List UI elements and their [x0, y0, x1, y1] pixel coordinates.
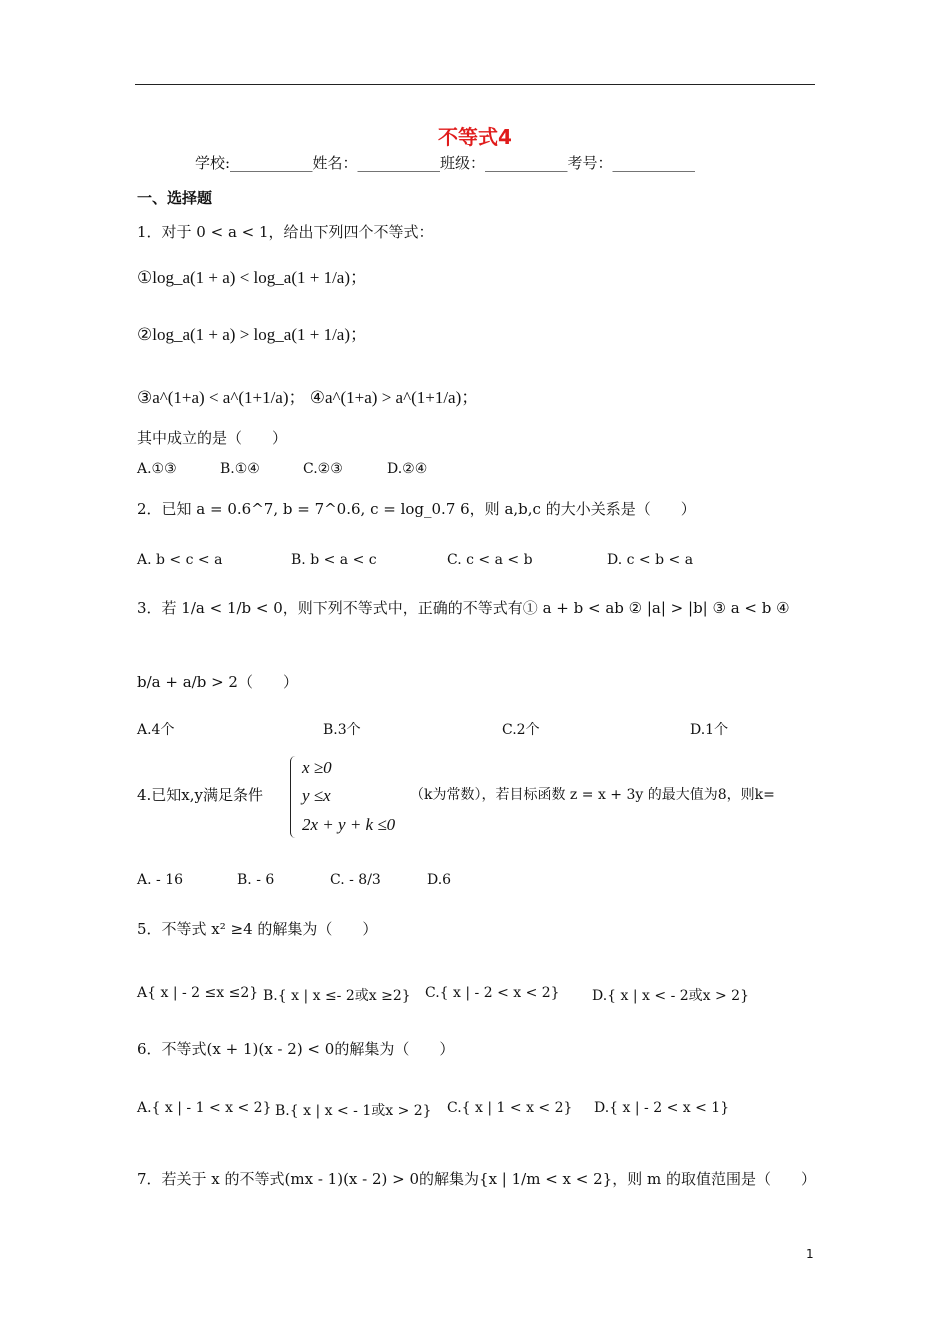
question-7-stem: 7．若关于 x 的不等式(mx - 1)(x - 2) > 0的解集为{x | 1/m < x < 2}，则 m 的取值范围是（ ）: [137, 1170, 816, 1188]
question-1-option-a: A.①③: [137, 461, 177, 477]
question-6-stem: 6．不等式(x + 1)(x - 2) < 0的解集为（ ）: [137, 1040, 455, 1058]
document-title: 不等式4: [438, 125, 512, 149]
question-3-stem-continued: b/a + a/b > 2（ ）: [137, 673, 298, 691]
system-condition-1: x ≥0: [302, 758, 332, 777]
question-4-option-b: B. - 6: [237, 872, 275, 888]
question-5-option-b: B.{ x | x ≤- 2或x ≥2}: [263, 988, 411, 1004]
question-3-option-d: D.1个: [690, 722, 729, 738]
question-1-note: 其中成立的是（ ）: [137, 429, 288, 447]
page-number: 1: [806, 1247, 814, 1261]
system-brace: [290, 756, 301, 838]
system-condition-3: 2x + y + k ≤0: [302, 815, 396, 834]
question-4-option-c: C. - 8/3: [330, 872, 381, 888]
question-1-option-c: C.②③: [303, 461, 343, 477]
question-4-option-d: D.6: [427, 872, 452, 888]
question-5-stem: 5．不等式 x² ≥4 的解集为（ ）: [137, 920, 378, 938]
question-1-items-3-4: ③a^(1+a) < a^(1+1/a)； ④a^(1+a) > a^(1+1/a)；: [137, 388, 479, 407]
question-3-option-b: B.3个: [323, 722, 361, 738]
question-1-option-b: B.①④: [220, 461, 260, 477]
system-condition-2: y ≤x: [302, 786, 331, 805]
question-1-item-2: ②log_a(1 + a) > log_a(1 + 1/a)；: [137, 325, 367, 344]
question-6-option-d: D.{ x | - 2 < x < 1}: [594, 1100, 730, 1116]
question-6-option-b: B.{ x | x < - 1或x > 2}: [275, 1103, 432, 1119]
section-heading: 一、选择题: [137, 189, 213, 207]
student-info-line: 学校:___________姓名：___________班级：___________考号：___________: [195, 154, 696, 172]
question-2-option-c: C. c < a < b: [447, 552, 533, 568]
question-5-option-c: C.{ x | - 2 < x < 2}: [425, 985, 560, 1001]
question-5-option-d: D.{ x | x < - 2或x > 2}: [592, 988, 750, 1004]
question-6-option-a: A.{ x | - 1 < x < 2}: [137, 1100, 272, 1116]
question-3-stem: 3．若 1/a < 1/b < 0，则下列不等式中，正确的不等式有① a + b < ab ② |a| > |b| ③ a < b ④: [137, 599, 790, 617]
question-2-stem: 2．已知 a = 0.6^7, b = 7^0.6, c = log_0.7 6，则 a,b,c 的大小关系是（ ）: [137, 500, 696, 518]
question-1-option-d: D.②④: [387, 461, 428, 477]
question-4-stem-end: （k为常数），若目标函数 z = x + 3y 的最大值为8，则k=: [410, 787, 775, 803]
question-4-stem-start: 4.已知x,y满足条件: [137, 786, 264, 804]
question-3-option-a: A.4个: [137, 722, 175, 738]
question-1-item-1: ①log_a(1 + a) < log_a(1 + 1/a)；: [137, 268, 367, 287]
question-1-stem: 1．对于 0 < a < 1，给出下列四个不等式：: [137, 223, 434, 241]
question-2-option-b: B. b < a < c: [291, 552, 377, 568]
header-rule: [135, 84, 815, 85]
question-4-option-a: A. - 16: [137, 872, 184, 888]
question-2-option-a: A. b < c < a: [137, 552, 223, 568]
question-2-option-d: D. c < b < a: [607, 552, 694, 568]
question-5-option-a: A{ x | - 2 ≤x ≤2}: [137, 985, 259, 1001]
question-6-option-c: C.{ x | 1 < x < 2}: [447, 1100, 573, 1116]
question-3-option-c: C.2个: [502, 722, 540, 738]
